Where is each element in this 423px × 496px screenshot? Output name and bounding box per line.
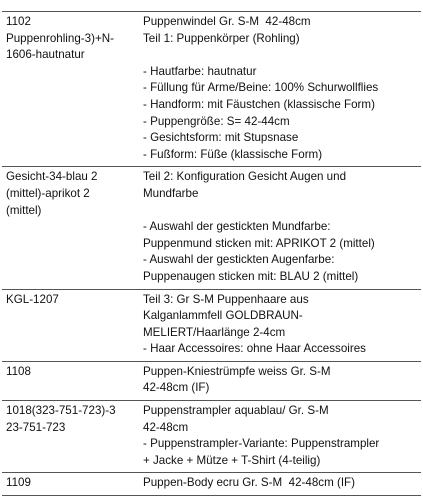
description-line: Kalganlammfell GOLDBRAUN- [143,309,303,323]
item-description [139,12,421,166]
description-line: - Gesichtsform: mit Stupsnase [143,131,299,145]
description-line: 42-48cm [143,420,189,434]
item-code: 1018(323-751-723)-3 23-751-723 [6,404,116,434]
blank-line [143,47,421,64]
item-code: KGL-1207 [6,292,59,306]
table-row [2,361,421,400]
description-line: Teil 2: Konfiguration Gesicht Augen und [143,170,347,184]
description-line: - Füllung für Arme/Beine: 100% Schurwollflies [143,81,379,95]
item-description [139,362,421,400]
item-code: 1108 [6,364,31,378]
item-code: Gesicht-34-blau 2 (mittel)-aprikot 2 (mittel) [6,170,98,217]
description-line: Puppen-Body ecru Gr. S-M 42-48cm (IF) [143,476,355,490]
item-description [139,473,421,495]
order-items-table [2,11,421,496]
description-line: - Fußform: Füße (klassische Form) [143,147,323,161]
description-line: - Puppenstrampler-Variante: Puppenstrampler [143,437,380,451]
description-line: Mundfarbe [143,186,199,200]
table-row [2,472,421,495]
description-line: Puppenstrampler aquablau/ Gr. S-M [143,404,329,418]
description-line: + Jacke + Mütze + T-Shirt (4-teilig) [143,453,321,467]
description-line: - Auswahl der gestickten Augenfarbe: [143,253,335,267]
description-line: Puppenwindel Gr. S-M 42-48cm [143,15,311,28]
blank-line [143,203,421,220]
item-description [139,290,421,361]
description-line: - Handform: mit Fäustchen (klassische Form) [143,97,375,111]
item-description [139,167,421,288]
description-line: - Auswahl der gestickten Mundfarbe: [143,220,331,234]
description-line: - Haar Accessoires: ohne Haar Accessoires [143,342,366,356]
description-line: Teil 3: Gr S-M Puppenhaare aus [143,292,309,306]
table-row [2,12,421,166]
item-description [139,401,421,472]
description-line: 42-48cm (IF) [143,381,210,395]
table-row [2,166,421,288]
item-code: 1109 [6,476,31,490]
item-code: 1102 Puppenrohling-3)+N- 1606-hautnatur [6,15,114,62]
table-row [2,289,421,361]
description-line: Puppenaugen sticken mit: BLAU 2 (mittel) [143,269,359,283]
description-line: Puppenmund sticken mit: APRIKOT 2 (mittel) [143,236,375,250]
description-line: - Hautfarbe: hautnatur [143,64,257,78]
description-line: MELIERT/Haarlänge 2-4cm [143,325,286,339]
description-line: Puppen-Kniestrümpfe weiss Gr. S-M [143,364,331,378]
description-line: - Puppengröße: S= 42-44cm [143,114,290,128]
description-line: Teil 1: Puppenkörper (Rohling) [143,31,300,45]
table-row [2,400,421,472]
